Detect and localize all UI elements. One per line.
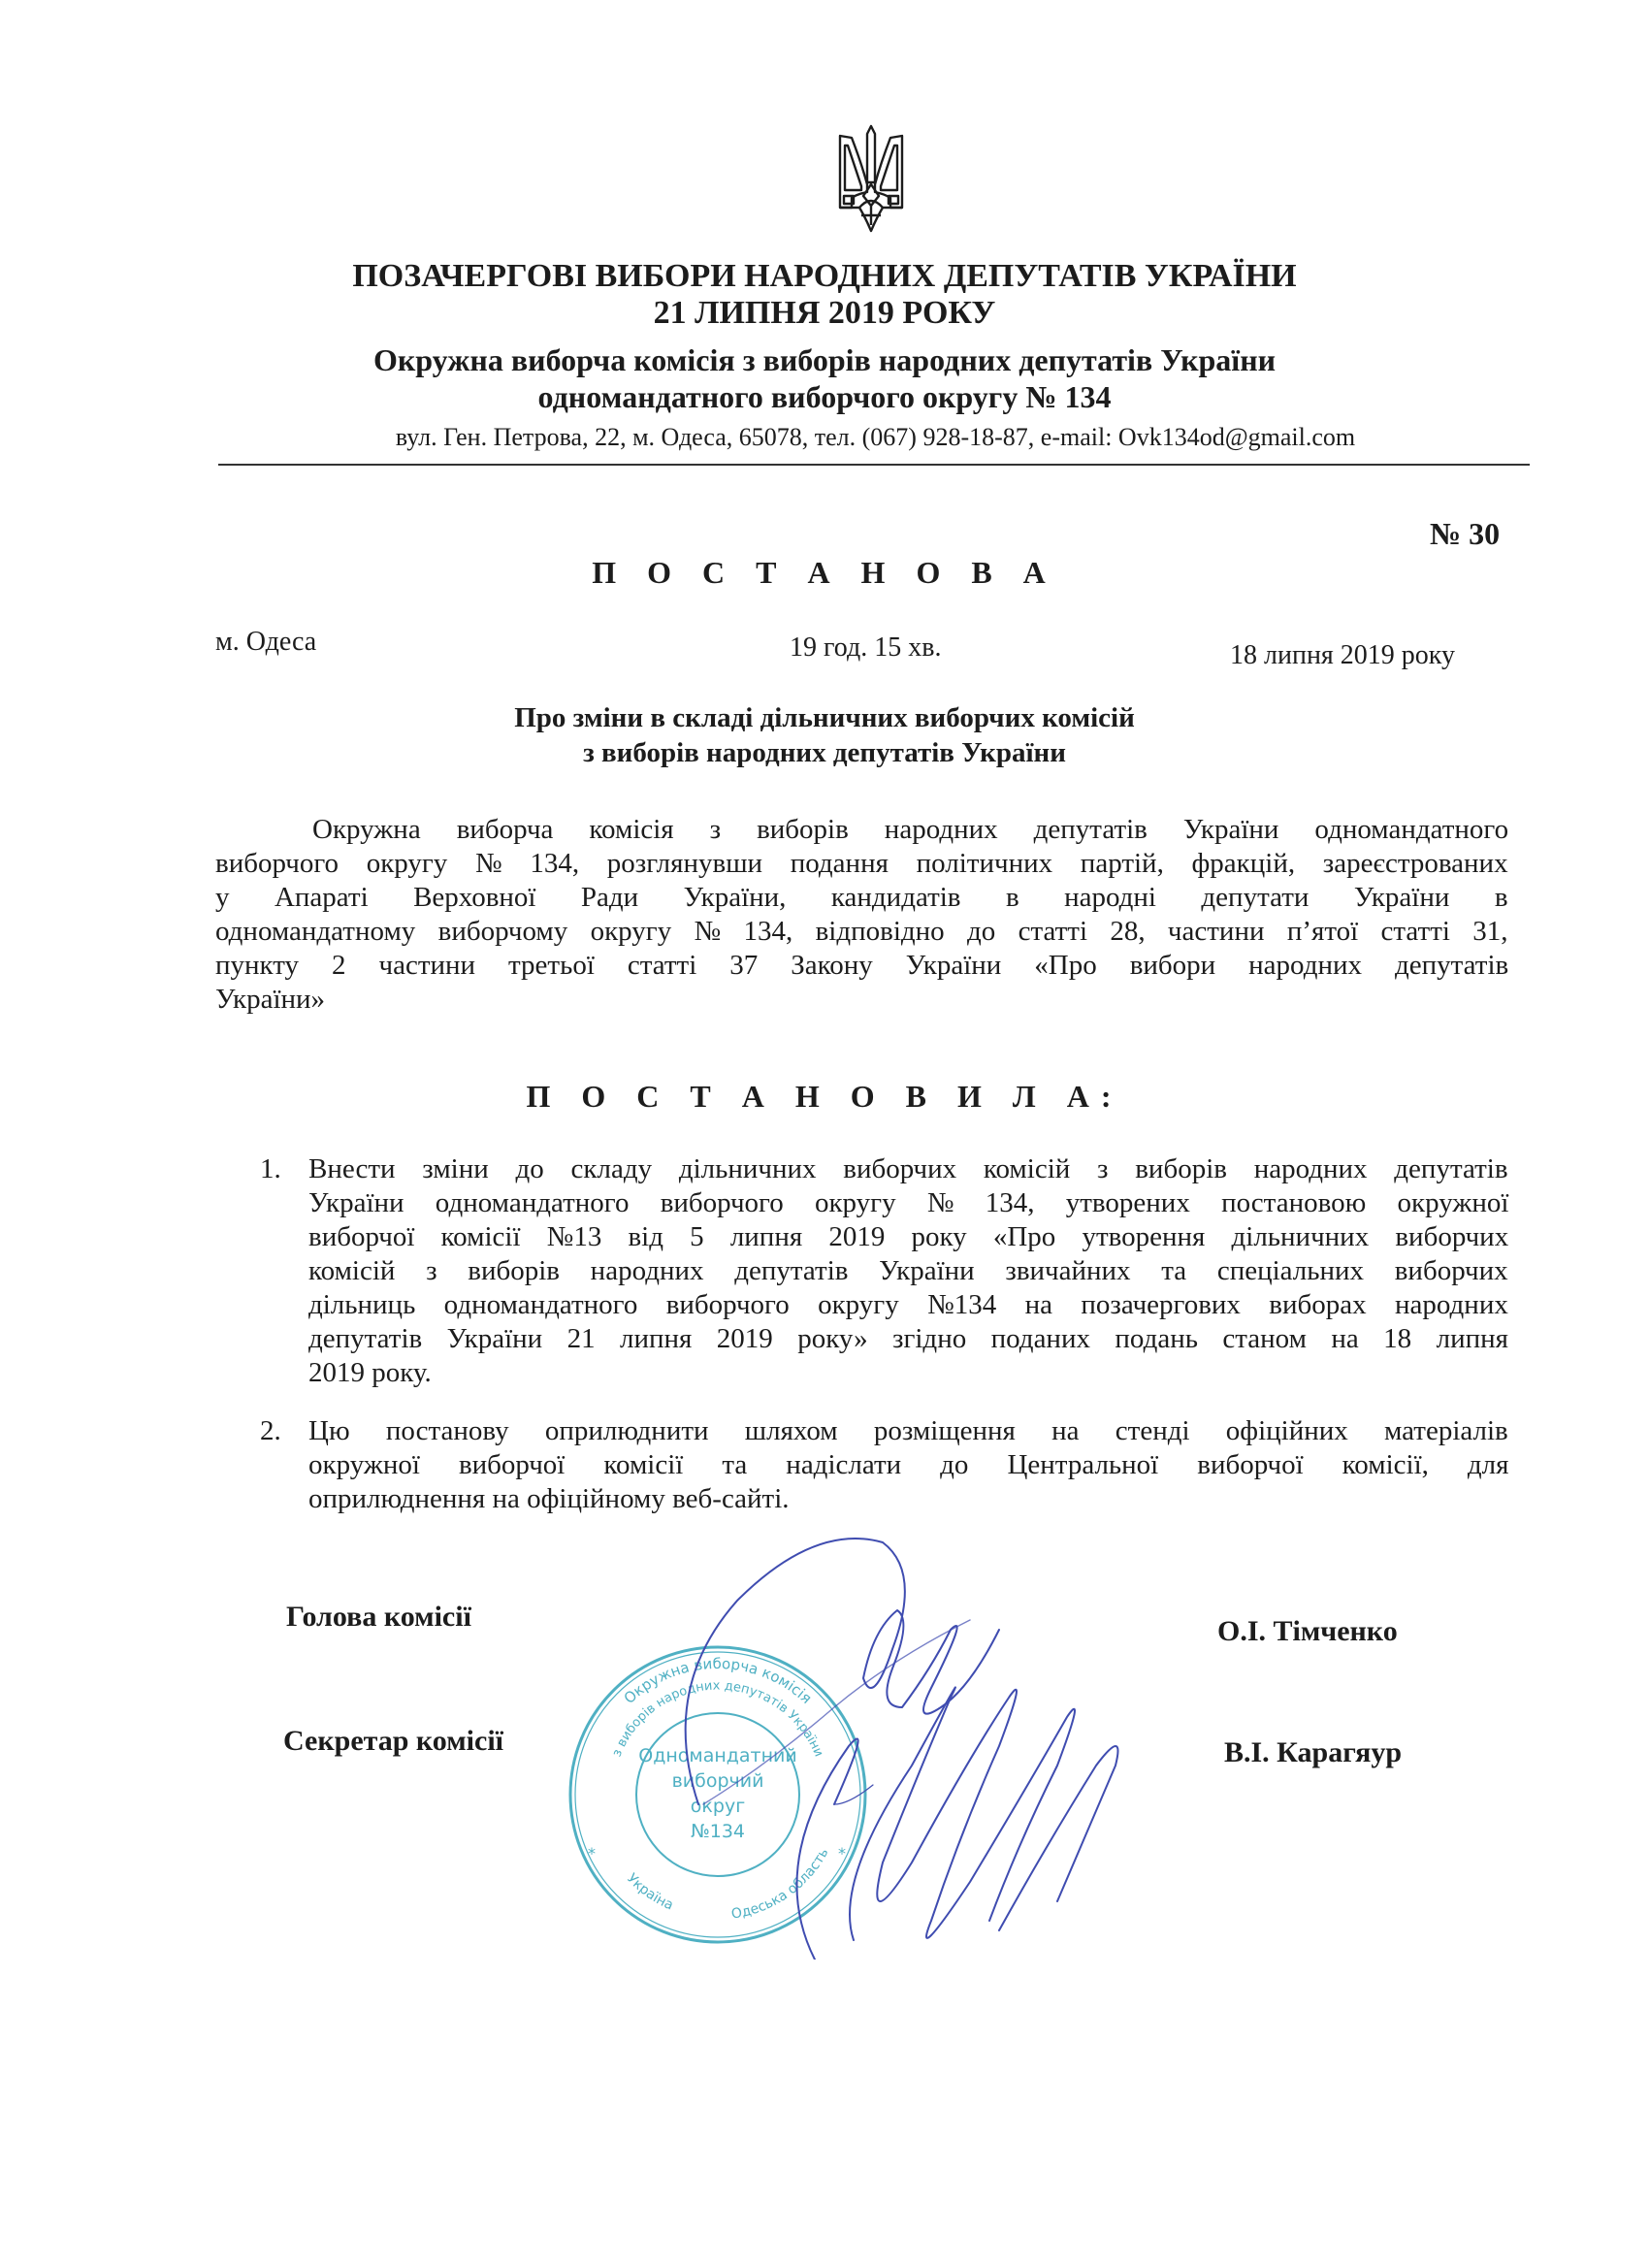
preamble-line: України» (215, 984, 326, 1015)
stamp-outer-ring-text: з виборів народних депутатів України (609, 1678, 826, 1760)
stamp-star-left: * (588, 1844, 596, 1863)
resolution-heading: П О С Т А Н О В И Л А: (526, 1079, 1123, 1114)
stamp-center-line: №134 (690, 1821, 746, 1842)
district-name: одномандатного виборчого округу № 134 (537, 379, 1112, 414)
election-title: ПОЗАЧЕРГОВІ ВИБОРИ НАРОДНИХ ДЕПУТАТІВ УКРАЇНИ (352, 258, 1297, 294)
item-line: 2019 року. (308, 1357, 432, 1388)
chair-label: Голова комісії (286, 1601, 471, 1633)
preamble-line: пункту 2 частини третьої статті 37 Закону України «Про вибори народних депутатів (215, 950, 1509, 981)
document-number: № 30 (1430, 516, 1501, 551)
stamp-center-line: округ (690, 1796, 746, 1817)
item-line: дільниць одномандатного виборчого округу №134 на позачергових виборах народних (308, 1289, 1508, 1320)
commission-address: вул. Ген. Петрова, 22, м. Одеса, 65078, тел. (067) 928-18-87, e-mail: Ovk134od@gmail.com (395, 423, 1356, 451)
document-time: 19 год. 15 хв. (790, 632, 942, 663)
stamp-center-line: виборчий (671, 1770, 764, 1792)
preamble-line: виборчого округу № 134, розглянувши подання політичних партій, фракцій, зареєстрованих (215, 848, 1508, 879)
stamp-country-text: Україна (623, 1870, 676, 1914)
item-number: 1. (260, 1153, 281, 1184)
secretary-label: Секретар комісії (283, 1725, 503, 1757)
document-type: П О С Т А Н О В А (592, 555, 1057, 590)
election-date: 21 ЛИПНЯ 2019 РОКУ (653, 295, 996, 331)
commission-name: Окружна виборча комісія з виборів народних депутатів України (372, 342, 1277, 377)
stamp-center-line: Одномандатний (638, 1745, 797, 1766)
item-line: оприлюднення на офіційному веб-сайті. (308, 1483, 790, 1514)
subject-line-1: Про зміни в складі дільничних виборчих комісій (514, 702, 1135, 733)
secretary-name: В.І. Карагяур (1224, 1736, 1403, 1768)
document-date: 18 липня 2019 року (1230, 640, 1456, 670)
chair-name: О.І. Тімченко (1217, 1615, 1398, 1647)
document-city: м. Одеса (215, 627, 317, 657)
trident-icon (832, 124, 910, 233)
preamble-line: у Апараті Верховної Ради України, кандидатів в народні депутати України в (215, 882, 1508, 913)
preamble-line: одномандатному виборчому округу № 134, відповідно до статті 28, частини п’ятої статті 31, (215, 916, 1508, 947)
item-line: комісій з виборів народних депутатів України звичайних та спеціальних виборчих (308, 1255, 1508, 1286)
item-line: депутатів України 21 липня 2019 року» згідно поданих подань станом на 18 липня (308, 1323, 1508, 1354)
item-line: Внести зміни до складу дільничних виборчих комісій з виборів народних депутатів (308, 1153, 1508, 1184)
item-number: 2. (260, 1415, 281, 1446)
stamp-outer-top-text: Окружна виборча комісія (620, 1654, 816, 1707)
stamp-star-right: * (838, 1844, 846, 1863)
stamp-region-text: Одеська область (729, 1845, 832, 1923)
item-line: Цю постанову оприлюднити шляхом розміщення на стенді офіційних матеріалів (308, 1415, 1508, 1446)
subject-line-2: з виборів народних депутатів України (583, 737, 1066, 768)
item-line: виборчої комісії №13 від 5 липня 2019 року «Про утворення дільничних виборчих (308, 1221, 1509, 1252)
official-stamp (563, 1639, 873, 1950)
item-line: України одномандатного виборчого округу № 134, утворених постановою окружної (308, 1187, 1509, 1218)
header-divider (218, 464, 1530, 466)
item-line: окружної виборчої комісії та надіслати до Центральної виборчої комісії, для (308, 1449, 1509, 1480)
preamble-line: Окружна виборча комісія з виборів народних депутатів України одномандатного (312, 814, 1509, 845)
